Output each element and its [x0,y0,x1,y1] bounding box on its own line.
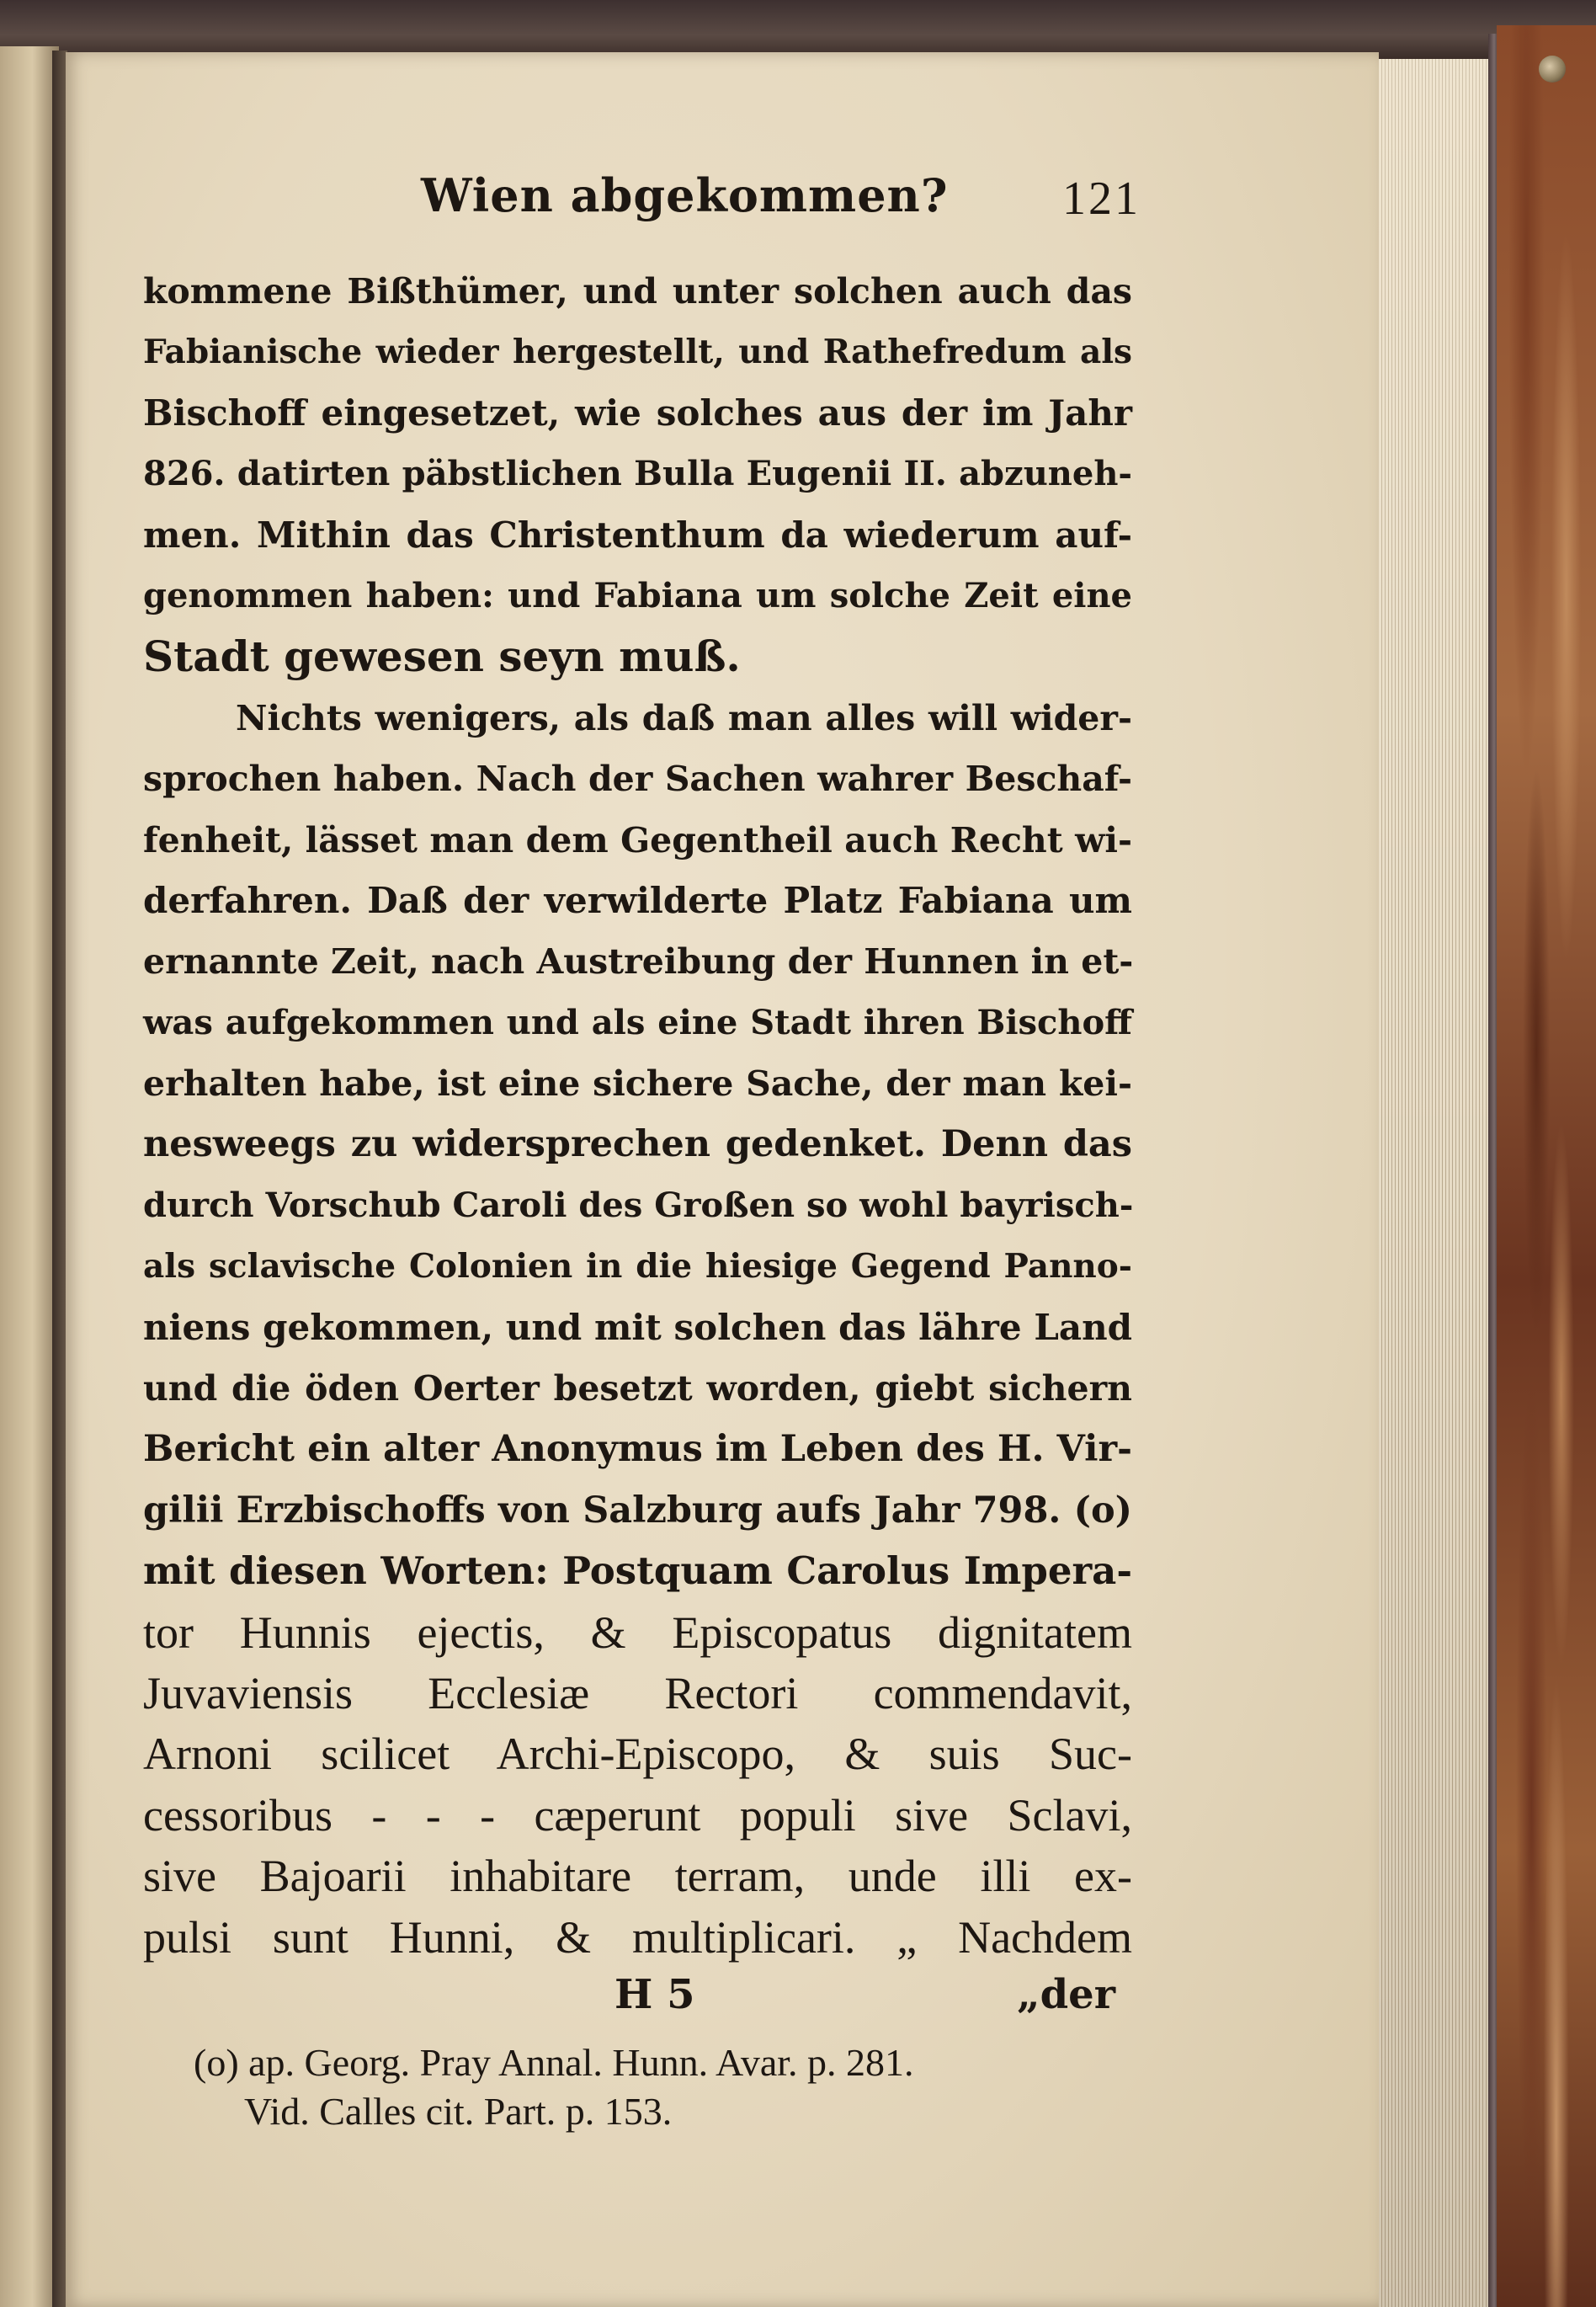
text-line-latin: Arnoni scilicet Archi-Episcopo, & suis Suc- [143,1729,1132,1780]
text-line-latin: Juvaviensis Ecclesiæ Rectori commendavit, [143,1667,1132,1718]
text-line: als sclavische Colonien in die hiesige Gegend Panno- [143,1247,1132,1287]
text-line: Fabianische wieder hergestellt, und Rathefredum als [143,333,1132,372]
text-line-latin: cessoribus - - - cæperunt populi sive Sclavi, [143,1789,1132,1841]
text-line: niens gekommen, und mit solchen das lähre Land [143,1306,1132,1348]
footnote [143,2038,1132,2136]
corner-tack-icon [1539,56,1566,83]
text-block [143,168,1141,2136]
text-line: sprochen haben. Nach der Sachen wahrer Beschaf- [143,759,1132,800]
footnote-line: (o) ap. Georg. Pray Annal. Hunn. Avar. p. 281. [194,2040,914,2084]
signature-mark: H 5 [614,1970,695,2018]
text-line: gilii Erzbischoffs von Salzburg aufs Jahr 798. (o) [143,1489,1132,1532]
text-line: kommene Bißthümer, und unter solchen auch das [143,271,1132,312]
text-line: men. Mithin das Christenthum da wiederum auf- [143,514,1132,556]
text-line: was aufgekommen und als eine Stadt ihren Bischoff [143,1002,1132,1042]
text-line: ernannte Zeit, nach Austreibung der Hunnen in et- [143,941,1134,983]
text-line: fenheit, lässet man dem Gegentheil auch Recht wi- [143,819,1132,860]
text-line: mit diesen Worten: Postquam Carolus Impera- [143,1548,1132,1594]
facing-page-edge [0,46,59,2307]
catchword: „der [1017,1970,1115,2018]
page-footer [143,1968,1132,2035]
text-line: und die öden Oerter besetzt worden, giebt sichern [143,1368,1132,1409]
text-line: derfahren. Daß der verwilderte Platz Fabiana um [143,879,1132,921]
text-line: genommen haben: und Fabiana um solche Zeit eine [143,575,1132,615]
page-header [143,168,1141,261]
text-line: Bischoff eingesetzet, wie solches aus der im Jahr [143,392,1132,434]
text-line-latin: tor Hunnis ejectis, & Episcopatus dignitatem [143,1606,1132,1658]
running-head: Wien abgekommen? [421,168,949,222]
text-line: Bericht ein alter Anonymus im Leben des H. Vir- [143,1428,1132,1471]
text-line: Nichts wenigers, als daß man alles will wider- [236,697,1132,738]
text-line: nesweegs zu widersprechen gedenket. Denn das [143,1123,1132,1166]
text-line-latin: sive Bajoarii inhabitare terram, unde illi ex- [143,1851,1132,1902]
marbled-cover-board [1497,25,1596,2307]
body-text [143,261,1132,1968]
text-line: durch Vorschub Caroli des Großen so wohl bayrisch- [143,1185,1134,1225]
book-cover-top [0,0,1596,59]
text-line: 826. datirten päbstlichen Bulla Eugenii II. abzuneh- [143,454,1132,494]
text-line: erhalten habe, ist eine sichere Sache, der man kei- [143,1063,1132,1105]
text-line-latin: pulsi sunt Hunni, & multiplicari. „ Nachdem [143,1911,1132,1963]
page-number: 121 [1062,173,1141,225]
footnote-line: Vid. Calles cit. Part. p. 153. [244,2089,673,2133]
text-line: Stadt gewesen seyn muß. [143,631,741,682]
